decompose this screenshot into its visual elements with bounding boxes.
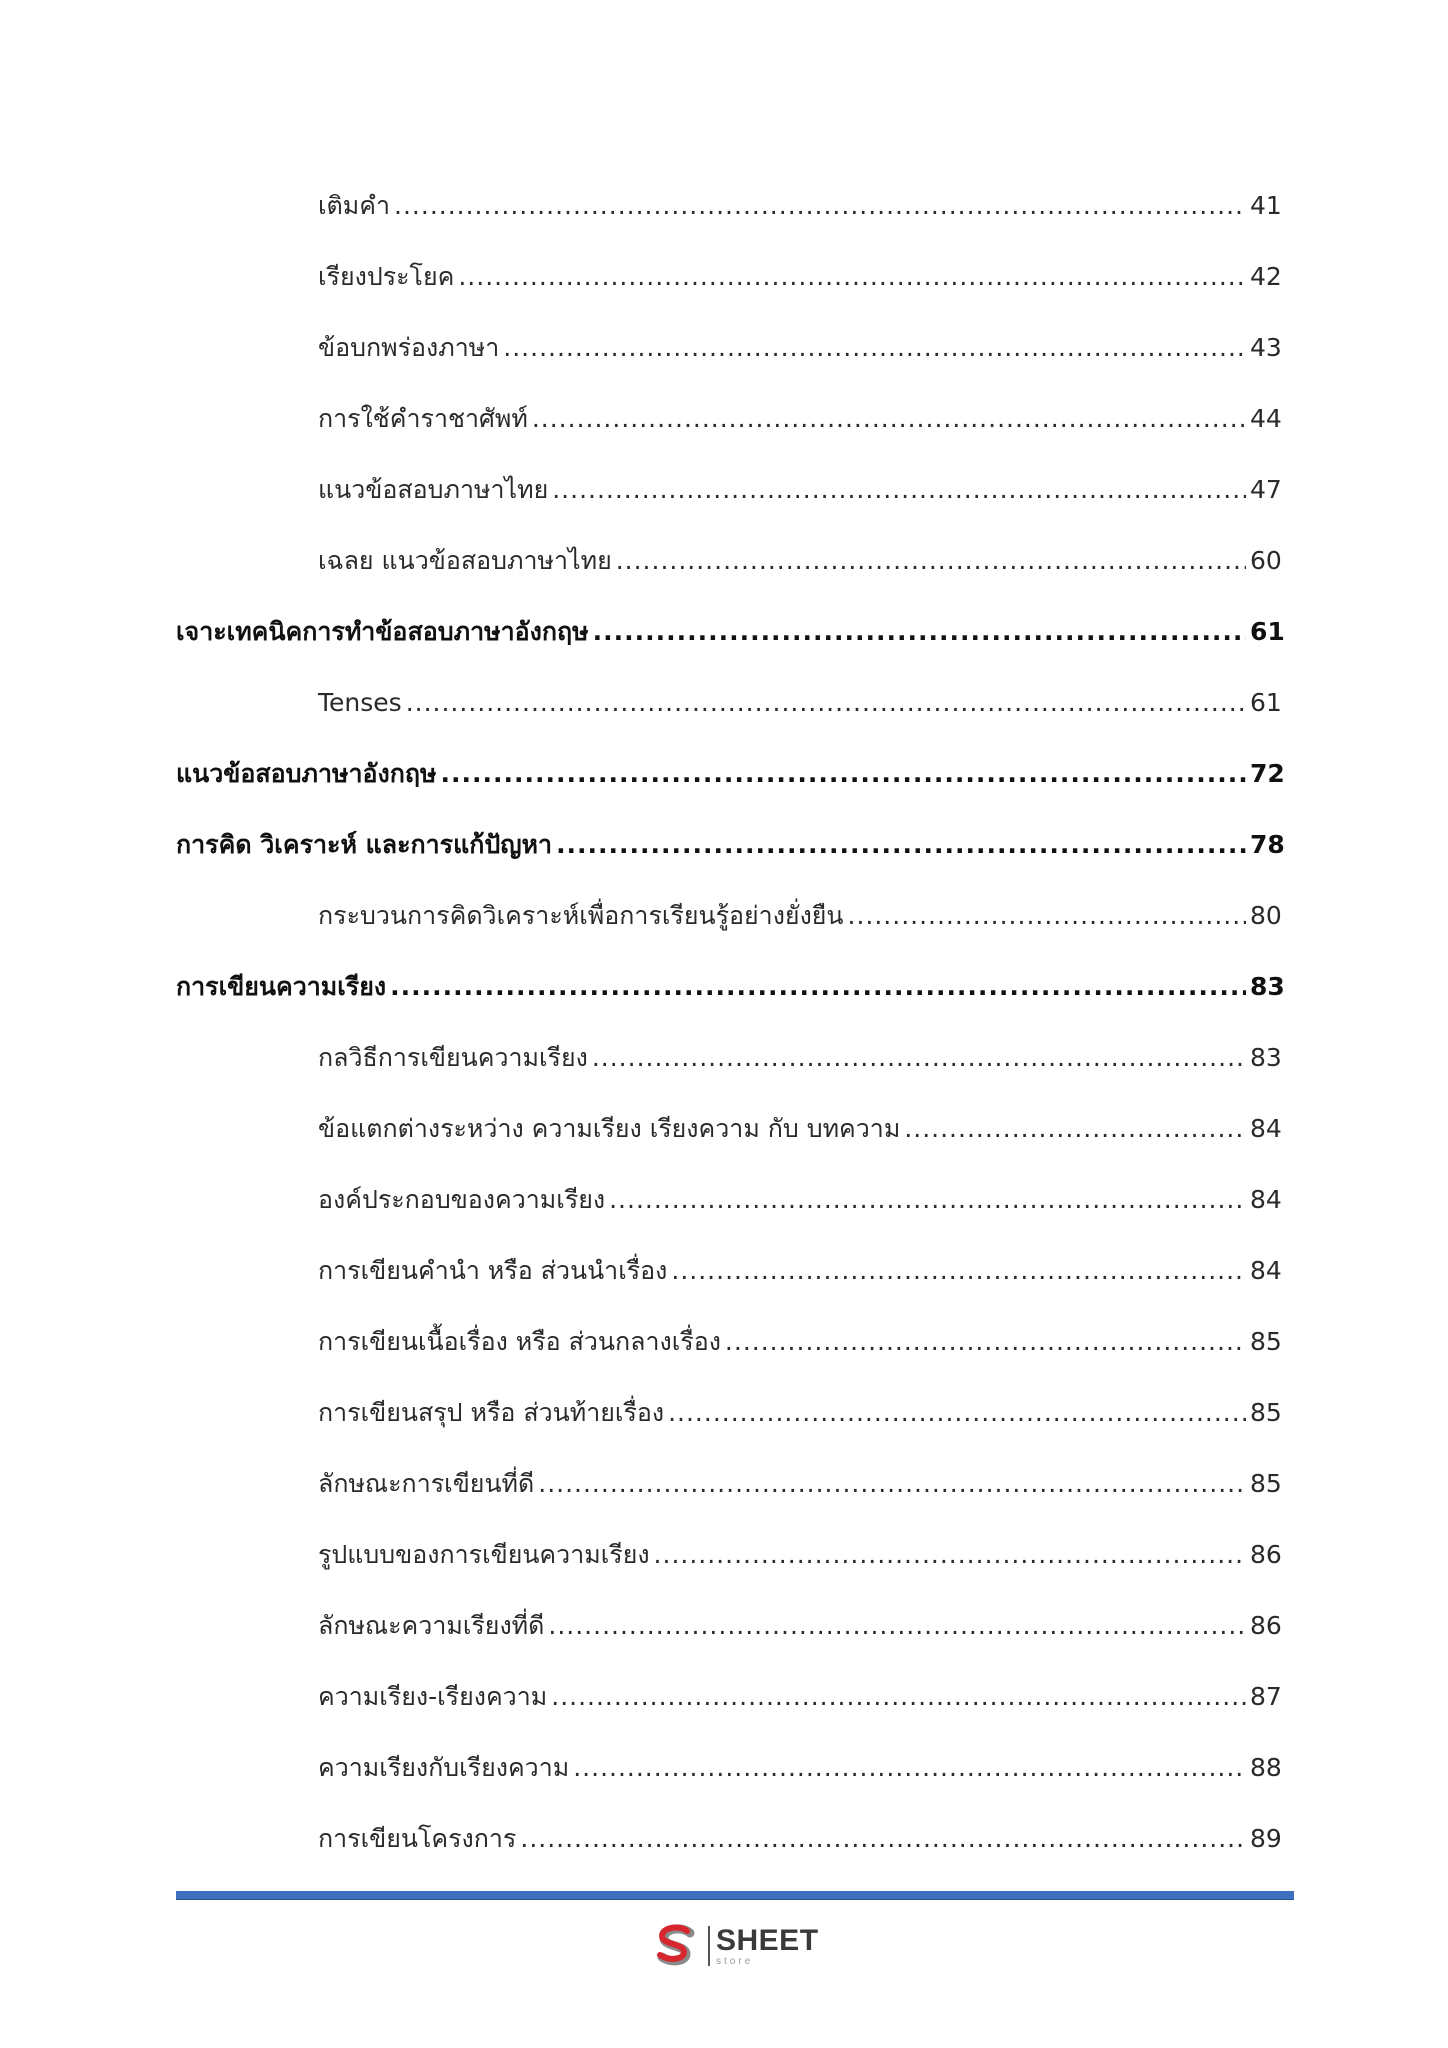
toc-dot-leader [725, 1327, 1246, 1356]
toc-dot-leader [538, 1469, 1246, 1498]
table-of-contents [0, 170, 1448, 1874]
toc-dot-leader [520, 1824, 1246, 1853]
toc-dot-leader [551, 1682, 1246, 1711]
toc-entry-title: ลักษณะการเขียนที่ดี [318, 1468, 535, 1498]
toc-section-entry[interactable] [0, 596, 1448, 667]
toc-entry-page: 80 [1250, 900, 1282, 930]
toc-dot-leader [503, 333, 1246, 362]
toc-entry-title: องค์ประกอบของความเรียง [318, 1184, 606, 1214]
logo-subtitle: store [716, 1955, 754, 1967]
toc-entry-title: ลักษณะความเรียงที่ดี [318, 1610, 545, 1640]
toc-dot-leader [573, 1753, 1246, 1782]
toc-entry[interactable] [0, 1661, 1448, 1732]
logo-divider [708, 1926, 710, 1966]
toc-entry-title: การเขียนคำนำ หรือ ส่วนนำเรื่อง [318, 1255, 668, 1285]
toc-entry-title: เฉลย แนวข้อสอบภาษาไทย [318, 545, 612, 575]
toc-section-entry[interactable] [0, 809, 1448, 880]
toc-entry-page: 83 [1250, 1042, 1282, 1072]
toc-entry-title: กระบวนการคิดวิเคราะห์เพื่อการเรียนรู้อย่างยั่งยืน [318, 900, 844, 930]
toc-entry-title: ความเรียง-เรียงความ [318, 1681, 548, 1711]
toc-entry-page: 84 [1250, 1255, 1282, 1285]
toc-entry-title: การเขียนเนื้อเรื่อง หรือ ส่วนกลางเรื่อง [318, 1326, 721, 1356]
toc-entry[interactable] [0, 1803, 1448, 1874]
sheet-store-logo [652, 1918, 819, 1974]
toc-section-page: 78 [1250, 829, 1285, 859]
toc-section-page: 72 [1250, 758, 1285, 788]
toc-dot-leader [616, 546, 1246, 575]
toc-entry-page: 44 [1250, 403, 1282, 433]
toc-entry-page: 87 [1250, 1681, 1282, 1711]
toc-entry[interactable] [0, 1590, 1448, 1661]
toc-section-page: 61 [1250, 616, 1285, 646]
toc-dot-leader [532, 404, 1246, 433]
toc-entry-title: การเขียนสรุป หรือ ส่วนท้ายเรื่อง [318, 1397, 665, 1427]
toc-dot-leader [671, 1256, 1246, 1285]
toc-section-title: การคิด วิเคราะห์ และการแก้ปัญหา [176, 829, 553, 859]
toc-dot-leader [556, 830, 1246, 859]
toc-dot-leader [441, 759, 1247, 788]
toc-entry[interactable] [0, 241, 1448, 312]
logo-wordmark: SHEET [716, 1923, 819, 1957]
toc-entry-page: 42 [1250, 261, 1282, 291]
toc-dot-leader [406, 688, 1246, 717]
toc-entry-page: 89 [1250, 1823, 1282, 1853]
toc-section-title: การเขียนความเรียง [176, 971, 387, 1001]
toc-entry[interactable] [0, 1164, 1448, 1235]
toc-entry-page: 84 [1250, 1113, 1282, 1143]
toc-entry-title: แนวข้อสอบภาษาไทย [318, 474, 549, 504]
toc-entry[interactable] [0, 1519, 1448, 1590]
logo-text [716, 1923, 819, 1967]
toc-entry[interactable] [0, 1732, 1448, 1803]
toc-section-page: 83 [1250, 971, 1285, 1001]
toc-dot-leader [394, 191, 1246, 220]
toc-entry-title: ข้อแตกต่างระหว่าง ความเรียง เรียงความ กับ บทความ [318, 1113, 901, 1143]
toc-entry-title: Tenses [318, 688, 402, 717]
toc-dot-leader [552, 475, 1246, 504]
toc-entry[interactable] [0, 1235, 1448, 1306]
toc-entry-title: เรียงประโยค [318, 261, 455, 291]
toc-entry-page: 88 [1250, 1752, 1282, 1782]
toc-entry-page: 85 [1250, 1326, 1282, 1356]
toc-entry-title: ความเรียงกับเรียงความ [318, 1752, 570, 1782]
toc-dot-leader [548, 1611, 1246, 1640]
footer-rule [176, 1891, 1294, 1900]
toc-entry[interactable] [0, 1093, 1448, 1164]
toc-section-title: แนวข้อสอบภาษาอังกฤษ [176, 758, 437, 788]
toc-entry-page: 86 [1250, 1610, 1282, 1640]
toc-dot-leader [904, 1114, 1246, 1143]
toc-dot-leader [593, 617, 1246, 646]
toc-entry-page: 60 [1250, 545, 1282, 575]
toc-entry-page: 43 [1250, 332, 1282, 362]
toc-entry-page: 47 [1250, 474, 1282, 504]
toc-entry[interactable] [0, 1022, 1448, 1093]
toc-dot-leader [654, 1540, 1246, 1569]
toc-entry-page: 61 [1250, 688, 1282, 717]
toc-entry[interactable] [0, 454, 1448, 525]
toc-dot-leader [609, 1185, 1246, 1214]
toc-entry[interactable] [0, 312, 1448, 383]
toc-entry-title: การใช้คำราชาศัพท์ [318, 403, 528, 433]
toc-entry[interactable] [0, 170, 1448, 241]
toc-entry[interactable] [0, 880, 1448, 951]
toc-entry-title: กลวิธีการเขียนความเรียง [318, 1042, 588, 1072]
toc-entry-page: 85 [1250, 1468, 1282, 1498]
toc-dot-leader [592, 1043, 1246, 1072]
toc-section-entry[interactable] [0, 738, 1448, 809]
toc-entry-title: เติมคำ [318, 190, 391, 220]
toc-entry-title: การเขียนโครงการ [318, 1823, 517, 1853]
toc-section-entry[interactable] [0, 951, 1448, 1022]
toc-entry[interactable] [0, 1377, 1448, 1448]
toc-section-title: เจาะเทคนิคการทำข้อสอบภาษาอังกฤษ [176, 616, 589, 646]
toc-entry-title: รูปแบบของการเขียนความเรียง [318, 1539, 650, 1569]
toc-entry-page: 41 [1250, 190, 1282, 220]
toc-entry[interactable] [0, 1306, 1448, 1377]
toc-entry[interactable] [0, 667, 1448, 738]
toc-entry-page: 84 [1250, 1184, 1282, 1214]
toc-entry[interactable] [0, 1448, 1448, 1519]
toc-dot-leader [458, 262, 1246, 291]
sheet-store-s-icon [652, 1921, 702, 1971]
toc-dot-leader [668, 1398, 1246, 1427]
toc-dot-leader [390, 972, 1246, 1001]
toc-dot-leader [848, 901, 1246, 930]
toc-entry-page: 86 [1250, 1539, 1282, 1569]
toc-entry-page: 85 [1250, 1397, 1282, 1427]
toc-entry[interactable] [0, 525, 1448, 596]
toc-entry[interactable] [0, 383, 1448, 454]
toc-entry-title: ข้อบกพร่องภาษา [318, 332, 500, 362]
